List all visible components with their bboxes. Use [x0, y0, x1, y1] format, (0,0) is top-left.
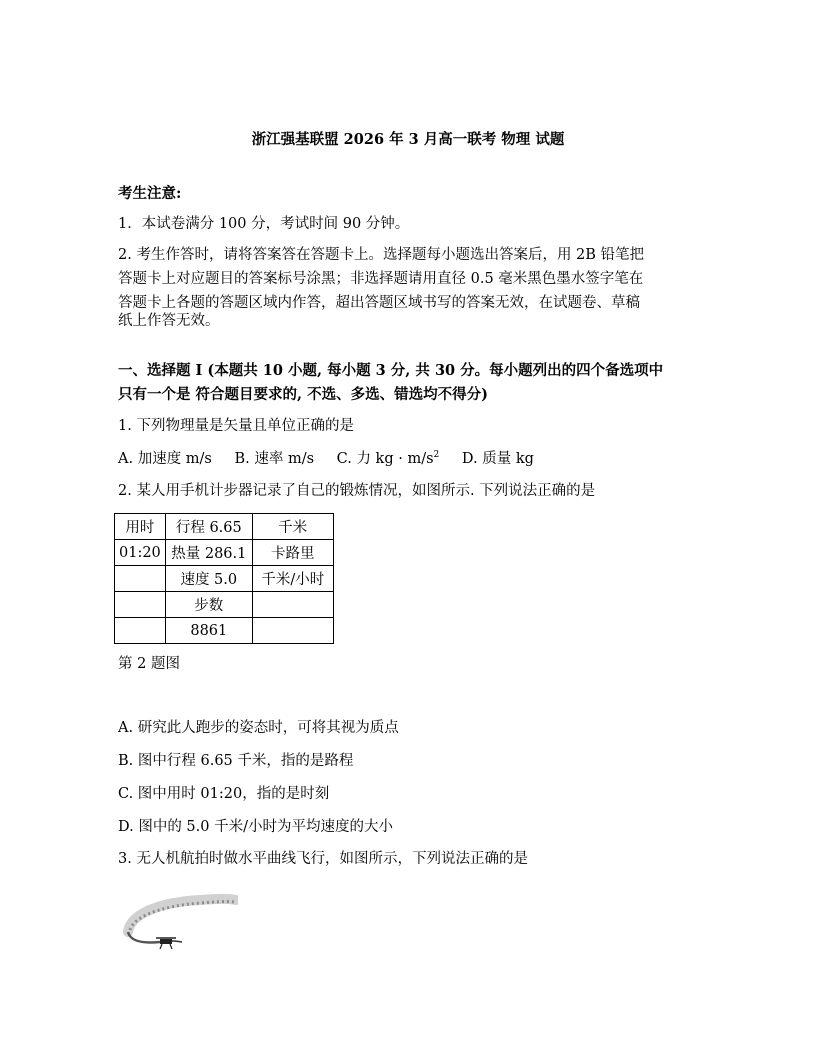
table-cell: 8861 [165, 618, 252, 644]
drone-icon [156, 938, 176, 949]
table-cell: 速度 5.0 [165, 566, 252, 592]
drone-flight-path-figure [120, 892, 238, 954]
q1-stem: 1. 下列物理量是矢量且单位正确的是 [118, 418, 354, 434]
notice-item-1: 1．本试卷满分 100 分，考试时间 90 分钟。 [118, 216, 410, 232]
q2-figure-caption: 第 2 题图 [118, 656, 180, 672]
q1-option-d: D. 质量 kg [461, 451, 534, 467]
q1-option-c-exponent: 2 [433, 450, 440, 461]
notice-item-2-line-4: 纸上作答无效。 [118, 313, 220, 329]
table-cell: 行程 6.65 [165, 514, 252, 540]
table-cell [252, 618, 333, 644]
q1-option-c [337, 451, 440, 467]
q1-option-c-text: C. 力 kg · m/s [336, 451, 434, 467]
notice-heading: 考生注意: [118, 185, 182, 202]
table-cell [115, 592, 166, 618]
q2-option-d: D. 图中的 5.0 千米/小时为平均速度的大小 [118, 819, 393, 835]
table-row [115, 566, 334, 592]
page-title: 浙江强基联盟 2026 年 3 月高一联考 物理 试题 [251, 131, 565, 148]
table-row [115, 540, 334, 566]
table-cell: 热量 286.1 [165, 540, 252, 566]
q1-options [118, 447, 552, 471]
q3-stem: 3. 无人机航拍时做水平曲线飞行，如图所示，下列说法正确的是 [118, 851, 528, 867]
table-row [115, 592, 334, 618]
table-cell: 千米/小时 [252, 566, 333, 592]
table-cell [115, 566, 166, 592]
table-row [115, 514, 334, 540]
q1-option-a: A. 加速度 m/s [118, 451, 212, 467]
table-cell: 步数 [165, 592, 252, 618]
q2-option-c: C. 图中用时 01:20，指的是时刻 [118, 786, 330, 802]
section-1-heading-line-1: 一、选择题 I (本题共 10 小题, 每小题 3 分, 共 30 分。每小题列出的四个备选项中 [118, 362, 664, 379]
q2-option-b: B. 图中行程 6.65 千米，指的是路程 [118, 753, 354, 769]
table-row [115, 618, 334, 644]
table-cell: 01:20 [115, 540, 166, 566]
notice-item-2-line-3: 答题卡上各题的答题区域内作答，超出答题区域书写的答案无效，在试题卷、草稿 [118, 295, 640, 311]
q1-option-b: B. 速率 m/s [234, 451, 315, 467]
q2-stem: 2. 某人用手机计步器记录了自己的锻炼情况，如图所示. 下列说法正确的是 [118, 483, 596, 499]
notice-item-2-line-1: 2. 考生作答时，请将答案答在答题卡上。选择题每小题选出答案后，用 2B 铅笔把 [118, 247, 645, 263]
pedometer-table [114, 513, 334, 644]
table-cell [252, 592, 333, 618]
table-cell: 卡路里 [252, 540, 333, 566]
table-cell [115, 618, 166, 644]
notice-item-2-line-2: 答题卡上对应题目的答案标号涂黑；非选择题请用直径 0.5 毫米黑色墨水签字笔在 [118, 271, 644, 287]
q2-option-a: A. 研究此人跑步的姿态时，可将其视为质点 [118, 720, 399, 736]
table-cell: 用时 [115, 514, 166, 540]
table-cell: 千米 [252, 514, 333, 540]
section-1-heading-line-2: 只有一个是 符合题目要求的, 不选、多选、错选均不得分) [118, 386, 489, 403]
